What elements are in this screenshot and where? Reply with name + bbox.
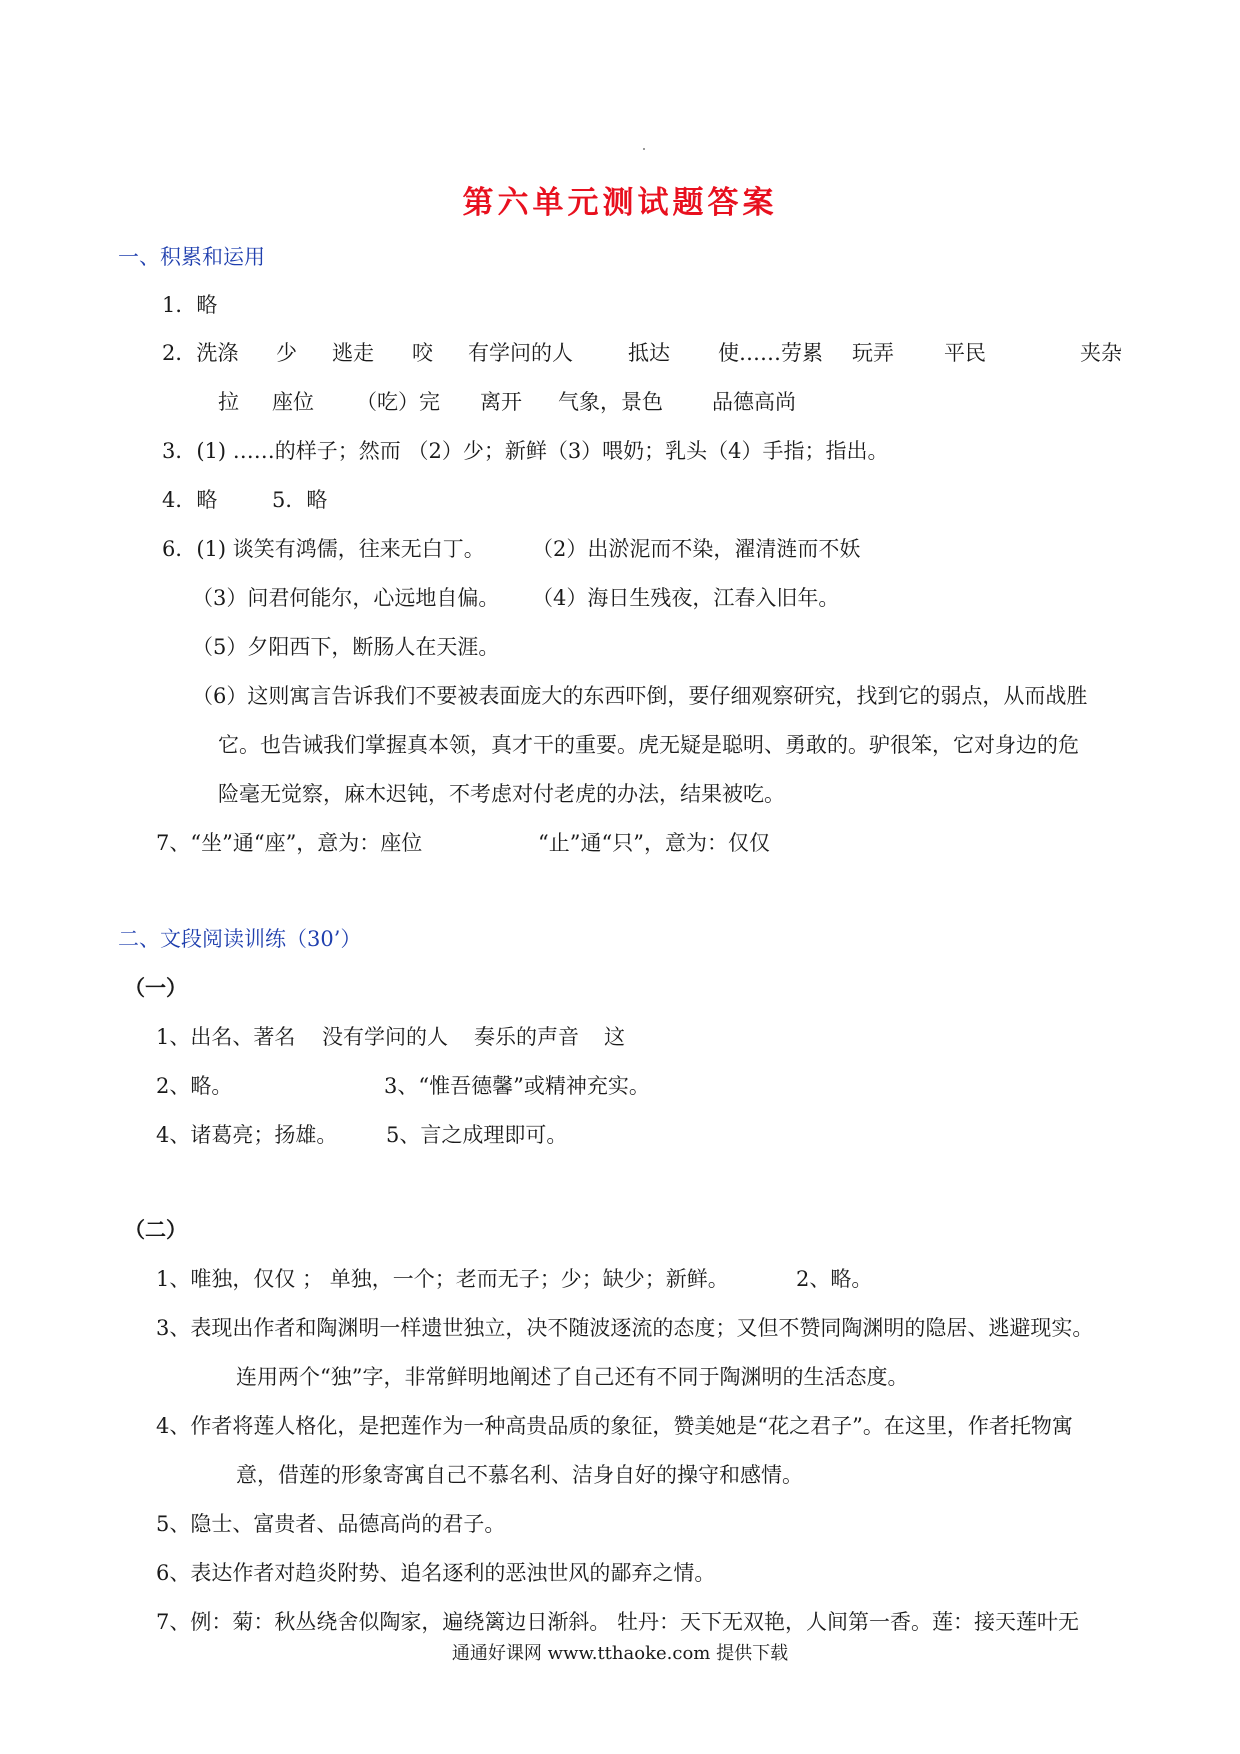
answer-2-item: 逃走	[332, 341, 374, 365]
subsection-1: （一）	[124, 975, 187, 1000]
answer-2-item: （吃）完	[356, 390, 440, 414]
answer-2-item: 气象，景色	[558, 390, 663, 414]
p2-answer-4: 意，借莲的形象寄寓自己不慕名利、洁身自好的操守和感情。	[236, 1463, 803, 1487]
p2-answer-6: 6、表达作者对趋炎附势、追名逐利的恶浊世风的鄙弃之情。	[156, 1561, 716, 1585]
p1-answer-5: 5、言之成理即可。	[386, 1123, 568, 1147]
p1-answer-1: 奏乐的声音	[474, 1025, 579, 1049]
answer-2-item: 座位	[272, 390, 314, 414]
section-heading-2: 二、文段阅读训练（30’）	[118, 927, 362, 951]
answer-2-item: 抵达	[628, 341, 670, 365]
answer-4: 4．略	[162, 488, 218, 512]
subsection-2: （二）	[124, 1217, 187, 1242]
answer-2-item: 少	[276, 341, 297, 365]
p1-answer-2: 2、略。	[156, 1074, 233, 1098]
answer-2-item: 2．洗涤	[162, 341, 239, 365]
answer-7b: “止”通“只”，意为：仅仅	[538, 831, 770, 855]
p2-answer-5: 5、隐士、富贵者、品德高尚的君子。	[156, 1512, 506, 1536]
answer-2-item: 有学问的人	[468, 341, 573, 365]
answer-2-item: 使……劳累	[718, 341, 823, 365]
answer-2-item: 品德高尚	[712, 390, 796, 414]
answer-2-item: 平民	[944, 341, 986, 365]
answer-2-item: 拉	[218, 390, 239, 414]
answer-2-item: 夹杂	[1080, 341, 1122, 365]
answer-6-2: （2）出淤泥而不染，濯清涟而不妖	[532, 537, 861, 561]
answer-7a: 7、“坐”通“座”，意为：座位	[156, 831, 423, 855]
page-title: 第六单元测试题答案	[462, 185, 778, 221]
p2-answer-3: 3、表现出作者和陶渊明一样遗世独立，决不随波逐流的态度；又但不赞同陶渊明的隐居、逃避现实。	[156, 1316, 1094, 1340]
answer-6-5: （5）夕阳西下，断肠人在天涯。	[192, 635, 500, 659]
answer-6-4: （4）海日生残夜，江春入旧年。	[532, 586, 840, 610]
answer-2-item: 离开	[480, 390, 522, 414]
p2-answer-2: 2、略。	[796, 1267, 873, 1291]
p1-answer-1: 这	[604, 1025, 625, 1049]
answer-6-3: （3）问君何能尔，心远地自偏。	[192, 586, 500, 610]
answer-6-6: （6）这则寓言告诉我们不要被表面庞大的东西吓倒，要仔细观察研究，找到它的弱点，从而战胜	[192, 684, 1088, 708]
page-mark	[643, 148, 645, 150]
p2-answer-4: 4、作者将莲人格化，是把莲作为一种高贵品质的象征，赞美她是“花之君子”。在这里，作者托物寓	[156, 1414, 1073, 1438]
p1-answer-3: 3、“惟吾德馨”或精神充实。	[384, 1074, 650, 1098]
p2-answer-3: 连用两个“独”字，非常鲜明地阐述了自己还有不同于陶渊明的生活态度。	[236, 1365, 909, 1389]
answer-1: 1．略	[162, 293, 218, 317]
section-heading-1: 一、积累和运用	[118, 245, 265, 269]
p1-answer-1: 1、出名、著名	[156, 1025, 296, 1049]
answer-6-6: 险毫无觉察，麻木迟钝，不考虑对付老虎的办法，结果被吃。	[218, 782, 785, 806]
answer-6-1: 6．(1) 谈笑有鸿儒，往来无白丁。	[162, 537, 485, 561]
p2-answer-7: 7、例：菊：秋丛绕舍似陶家，遍绕篱边日渐斜。 牡丹：天下无双艳，人间第一香。莲：接天莲叶无	[156, 1610, 1080, 1634]
p2-answer-1: 1、唯独，仅仅 ； 单独，一个；老而无子；少；缺少；新鲜。	[156, 1267, 729, 1291]
answer-6-6: 它。也告诫我们掌握真本领，真才干的重要。虎无疑是聪明、勇敢的。驴很笨，它对身边的危	[218, 733, 1079, 757]
answer-2-item: 玩弄	[852, 341, 894, 365]
answer-2-item: 咬	[412, 341, 433, 365]
answer-5: 5．略	[272, 488, 328, 512]
p1-answer-1: 没有学问的人	[322, 1025, 448, 1049]
p1-answer-4: 4、诸葛亮；扬雄。	[156, 1123, 338, 1147]
footer-note: 通通好课网 www.tthaoke.com 提供下载	[451, 1643, 789, 1664]
answer-3: 3．(1) ……的样子；然而 （2）少；新鲜（3）喂奶；乳头（4）手指；指出。	[162, 439, 889, 463]
